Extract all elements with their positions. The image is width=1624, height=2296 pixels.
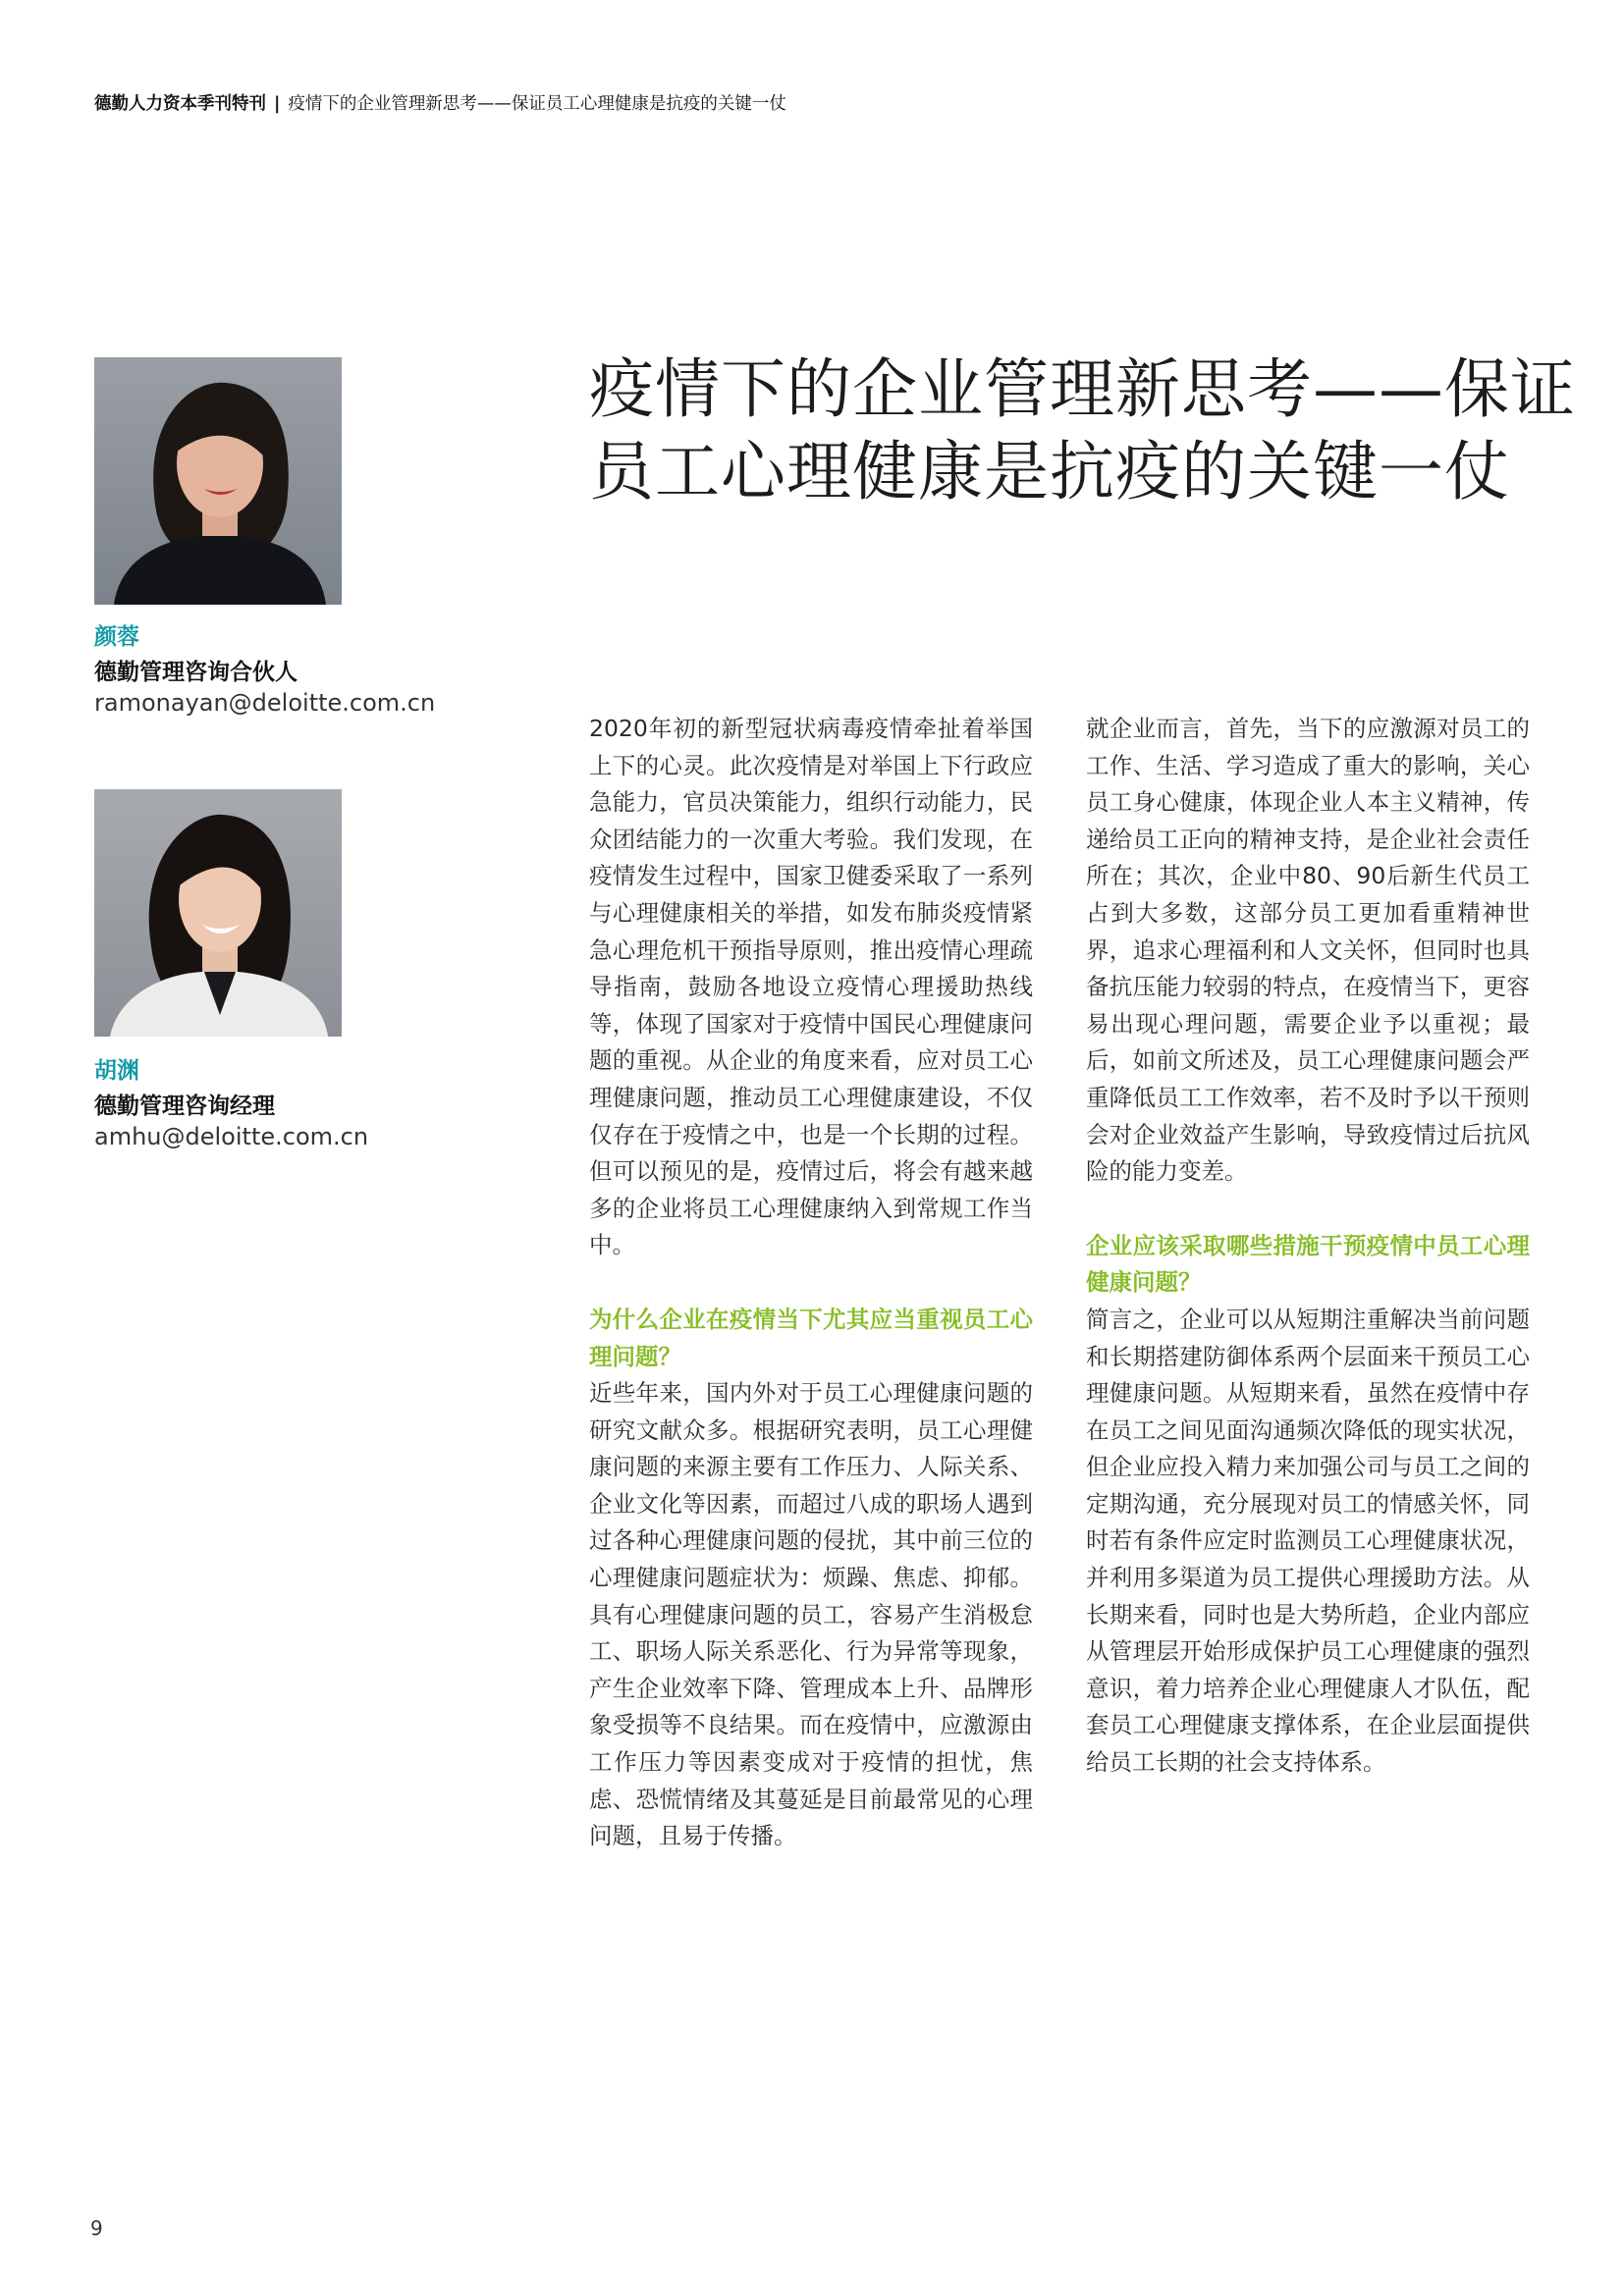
body-column-left (589, 711, 1033, 1855)
article-title-line-1: 疫情下的企业管理新思考——保证 (589, 351, 1576, 427)
header-article-title: 疫情下的企业管理新思考——保证员工心理健康是抗疫的关键一仗 (288, 94, 786, 114)
author-1-email[interactable]: ramonayan@deloitte.com.cn (94, 689, 436, 717)
author-1-role: 德勤管理咨询合伙人 (94, 660, 298, 685)
article-title (589, 348, 1576, 513)
section-text-why: 近些年来，国内外对于员工心理健康问题的研究文献众多。根据研究表明，员工心理健康问题的来源主要有工作压力、人际关系、企业文化等因素，而超过八成的职场人遇到过各种心理健康问题的侵扰，其中前三位的心理健康问题症状为：烦躁、焦虑、抑郁。具有心理健康问题的员工，容易产生消极怠工、职场人际关系恶化、行为异常等现象，产生企业效率下降、管理成本上升、品牌形象受损等不良结果。而在疫情中，应激源由工作压力等因素变成对于疫情的担忧，焦虑、恐慌情绪及其蔓延是目前最常见的心理问题，且易于传播。 (589, 1379, 1033, 1850)
author-2-email[interactable]: amhu@deloitte.com.cn (94, 1123, 369, 1150)
page-number: 9 (90, 2216, 103, 2240)
author-1-name: 颜蓉 (94, 624, 139, 650)
portrait-image-2 (94, 789, 342, 1037)
running-header (94, 90, 786, 115)
section-heading-measures: 企业应该采取哪些措施干预疫情中员工心理健康问题？ (1086, 1231, 1530, 1297)
author-2-name: 胡渊 (94, 1058, 139, 1084)
author-photo-1 (94, 357, 342, 605)
body-column-right (1086, 711, 1530, 1782)
portrait-image-1 (94, 357, 342, 605)
header-separator: | (274, 94, 281, 114)
publication-name: 德勤人力资本季刊特刊 (94, 94, 266, 114)
author-photo-2 (94, 789, 342, 1037)
article-title-line-2: 员工心理健康是抗疫的关键一仗 (589, 434, 1510, 509)
author-2-role: 德勤管理咨询经理 (94, 1094, 275, 1119)
section-text-measures: 简言之，企业可以从短期注重解决当前问题和长期搭建防御体系两个层面来干预员工心理健康问题。从短期来看，虽然在疫情中存在员工之间见面沟通频次降低的现实状况，但企业应投入精力来加强公司与员工之间的定期沟通，充分展现对员工的情感关怀，同时若有条件应定时监测员工心理健康状况，并利用多渠道为员工提供心理援助方法。从长期来看，同时也是大势所趋，企业内部应从管理层开始形成保护员工心理健康的强烈意识，着力培养企业心理健康人才队伍，配套员工心理健康支撑体系，在企业层面提供给员工长期的社会支持体系。 (1086, 1305, 1530, 1777)
intro-paragraph: 2020年初的新型冠状病毒疫情牵扯着举国上下的心灵。此次疫情是对举国上下行政应急能力，官员决策能力，组织行动能力，民众团结能力的一次重大考验。我们发现，在疫情发生过程中，国家卫健委采取了一系列与心理健康相关的举措，如发布肺炎疫情紧急心理危机干预指导原则，推出疫情心理疏导指南，鼓励各地设立疫情心理援助热线等，体现了国家对于疫情中国民心理健康问题的重视。从企业的角度来看，应对员工心理健康问题，推动员工心理健康建设，不仅仅存在于疫情之中，也是一个长期的过程。但可以预见的是，疫情过后，将会有越来越多的企业将员工心理健康纳入到常规工作当中。 (589, 715, 1033, 1259)
section-heading-why: 为什么企业在疫情当下尤其应当重视员工心理问题？ (589, 1305, 1033, 1370)
company-perspective-paragraph: 就企业而言，首先，当下的应激源对员工的工作、生活、学习造成了重大的影响，关心员工身心健康，体现企业人本主义精神，传递给员工正向的精神支持，是企业社会责任所在；其次，企业中80、90后新生代员工占到大多数，这部分员工更加看重精神世界，追求心理福利和人文关怀，但同时也具备抗压能力较弱的特点，在疫情当下，更容易出现心理问题，需要企业予以重视；最后，如前文所述及，员工心理健康问题会严重降低员工工作效率，若不及时予以干预则会对企业效益产生影响，导致疫情过后抗风险的能力变差。 (1086, 715, 1530, 1186)
